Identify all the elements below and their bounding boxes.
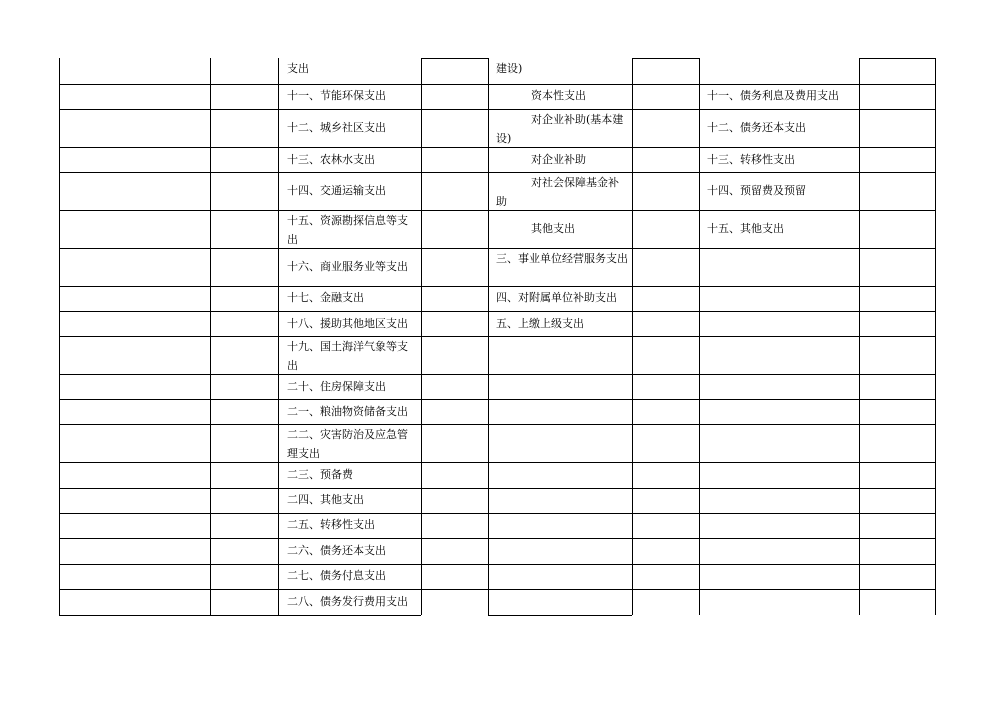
table-cell: 十九、国土海洋气象等支出 bbox=[287, 340, 408, 372]
table-cell: 建设) bbox=[496, 62, 523, 75]
table-cell: 二三、预备费 bbox=[287, 468, 353, 481]
table-cell: 对企业补助(基本建设) bbox=[496, 113, 624, 145]
table-cell: 二二、灾害防治及应急管理支出 bbox=[287, 428, 408, 460]
row-divider bbox=[59, 462, 935, 463]
table-cell: 十五、其他支出 bbox=[707, 222, 784, 235]
table-border-top bbox=[421, 58, 488, 59]
table-cell: 三、事业单位经营服务支出 bbox=[496, 252, 628, 265]
row-divider bbox=[59, 513, 935, 514]
table-border-bottom bbox=[488, 615, 632, 616]
table-cell: 十二、城乡社区支出 bbox=[287, 121, 386, 134]
table-cell: 十七、金融支出 bbox=[287, 291, 364, 304]
row-divider bbox=[59, 374, 935, 375]
table-cell: 其他支出 bbox=[531, 222, 575, 235]
row-divider bbox=[59, 538, 935, 539]
row-divider bbox=[59, 311, 935, 312]
table-cell: 十三、农林水支出 bbox=[287, 153, 375, 166]
row-divider bbox=[59, 399, 935, 400]
table-cell: 五、上缴上级支出 bbox=[496, 317, 584, 330]
table-cell: 资本性支出 bbox=[531, 89, 586, 102]
table-cell: 十五、资源勘探信息等支出 bbox=[287, 214, 408, 246]
table-border-bottom bbox=[59, 615, 421, 616]
table-cell: 二十、住房保障支出 bbox=[287, 380, 386, 393]
table-cell: 二一、粮油物资储备支出 bbox=[287, 405, 408, 418]
table-border-top bbox=[632, 58, 699, 59]
table-cell: 十二、债务还本支出 bbox=[707, 121, 806, 134]
table-cell: 十四、交通运输支出 bbox=[287, 184, 386, 197]
table-cell: 对社会保障基金补助 bbox=[496, 176, 619, 208]
row-divider bbox=[59, 488, 935, 489]
table-cell: 十一、债务利息及费用支出 bbox=[707, 89, 839, 102]
table-border-top bbox=[859, 58, 935, 59]
table-cell: 支出 bbox=[287, 62, 309, 75]
row-divider bbox=[59, 424, 935, 425]
table-cell: 对企业补助 bbox=[531, 153, 586, 166]
table-cell: 十八、援助其他地区支出 bbox=[287, 317, 408, 330]
row-divider bbox=[59, 589, 935, 590]
row-divider bbox=[59, 564, 935, 565]
row-divider bbox=[59, 286, 935, 287]
table-cell: 十三、转移性支出 bbox=[707, 153, 795, 166]
table-cell: 二五、转移性支出 bbox=[287, 518, 375, 531]
table-cell: 十一、节能环保支出 bbox=[287, 89, 386, 102]
table-cell: 二四、其他支出 bbox=[287, 493, 364, 506]
table-cell: 四、对附属单位补助支出 bbox=[496, 291, 617, 304]
table-border-right bbox=[935, 58, 936, 615]
table-cell: 二八、债务发行费用支出 bbox=[287, 595, 408, 608]
table-cell: 十四、预留费及预留 bbox=[707, 184, 806, 197]
row-divider bbox=[59, 84, 935, 85]
table-cell: 十六、商业服务业等支出 bbox=[287, 260, 408, 273]
row-divider bbox=[59, 336, 935, 337]
table-cell: 二七、债务付息支出 bbox=[287, 569, 386, 582]
table-cell: 二六、债务还本支出 bbox=[287, 544, 386, 557]
